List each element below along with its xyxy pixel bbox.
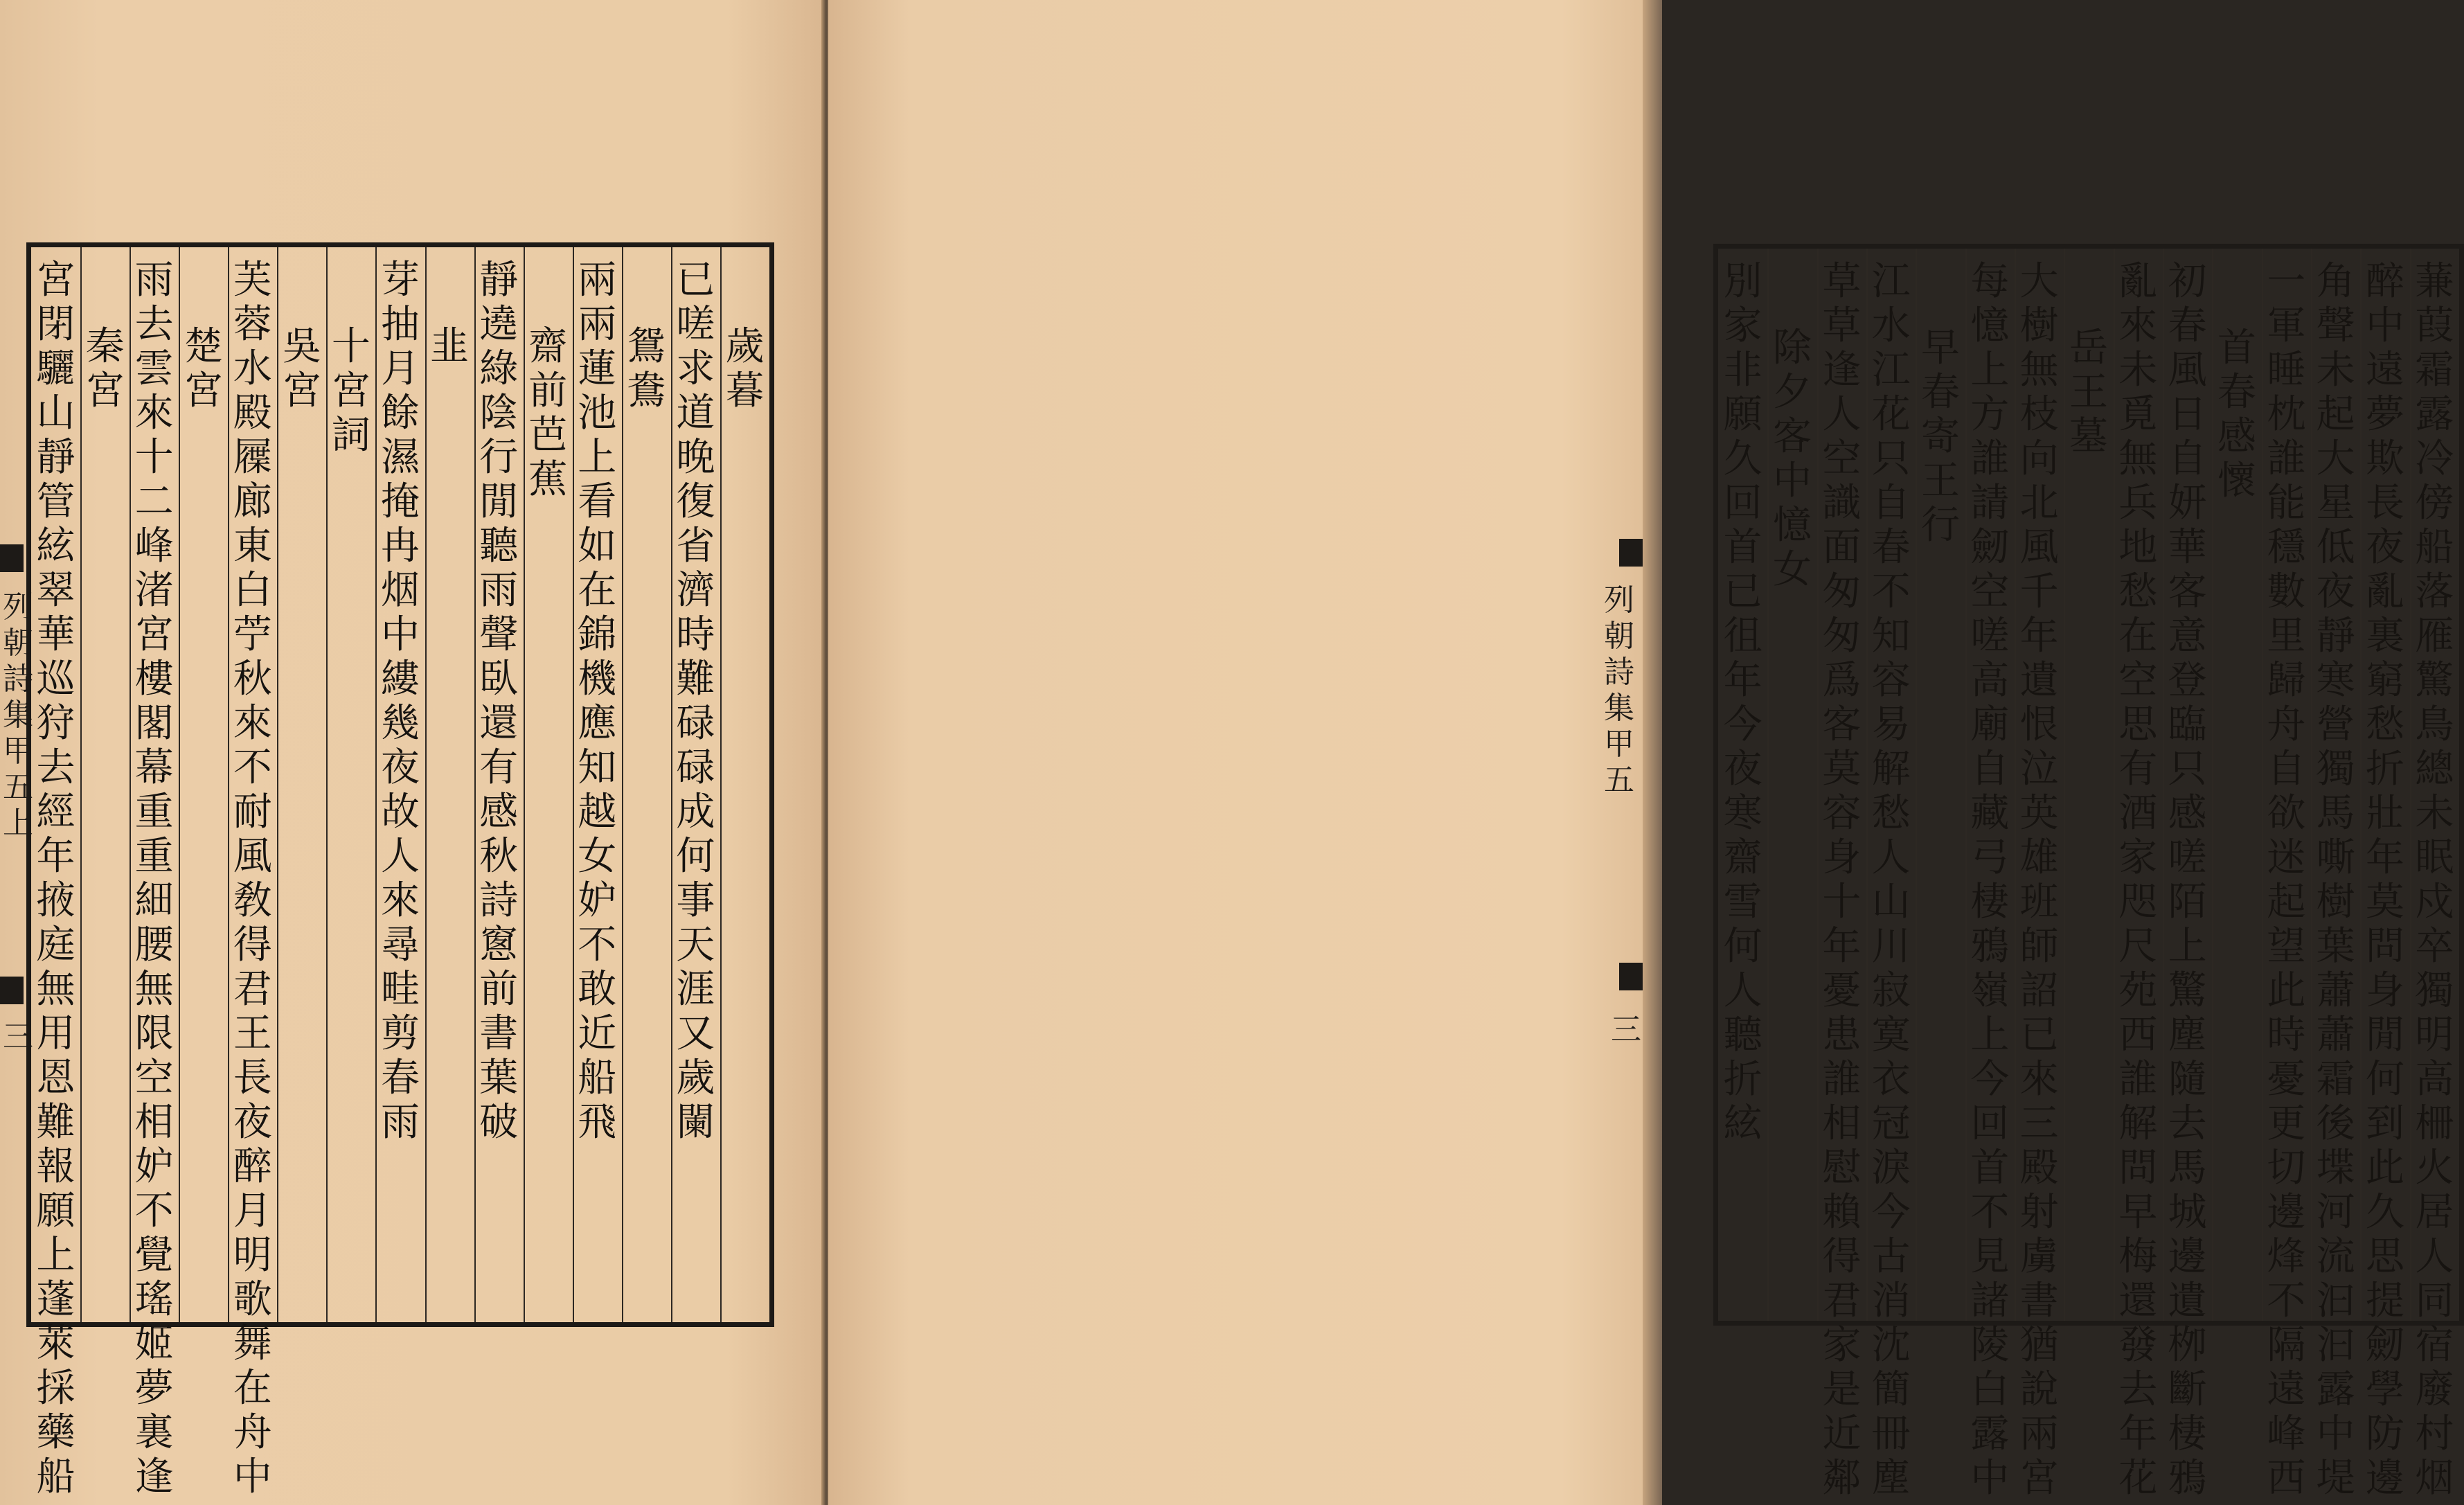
column-rule: [2114, 249, 2115, 1321]
right-page-text-column: 江 水 江 花 只 自 春 不 知 容 易 解 愁 人 山 川 寂 寞 衣 冠 淚 今 古 消 沈 簡 冊 塵: [1871, 259, 1911, 1501]
left-page-text-column: 已 嗟 求 道 晚 復 省 濟 時 難 碌 碌 成 何 事 天 涯 又 歲 闌: [676, 258, 715, 1145]
left-page-heading-column: 鴛 鴦: [627, 324, 666, 413]
column-rule: [2311, 249, 2312, 1321]
right-page-text-column: 醉 中 遠 夢 欺 長 夜 亂 裏 窮 愁 折 壯 年 莫 問 身 閒 何 到 此 久 思 提 劒 學 防 邊: [2365, 259, 2404, 1501]
right-page-heading-column: 首 春 感 懷: [2217, 326, 2256, 504]
left-page-heading-column: 吳 宮: [282, 324, 321, 413]
column-rule: [277, 247, 278, 1322]
column-rule: [2064, 249, 2065, 1321]
left-page-heading-column: 歲 暮: [725, 324, 765, 413]
left-page-heading-column: 齋 前 芭 蕉: [528, 324, 568, 502]
left-page-text-column: 宮 閉 驪 山 靜 管 絃 翠 華 巡 狩 去 經 年 掖 庭 無 用 恩 難 報 願 上 蓬 萊 採 藥 船: [36, 258, 75, 1499]
column-rule: [2410, 249, 2411, 1321]
right-margin-folio: 三: [1611, 1012, 1641, 1047]
right-page-text-column: 角 聲 未 起 大 星 低 夜 靜 寒 營 獨 馬 嘶 樹 葉 蕭 蕭 霜 後 堞 河 流 汩 汩 露 中 堤: [2316, 259, 2355, 1501]
left-page-text-column: 雨 去 雲 來 十 二 峰 渚 宮 樓 閣 幕 重 重 細 腰 無 限 空 相 妒 不 覺 瑤 姬 夢 裏 逢: [134, 258, 174, 1499]
right-page-text-column: 一 軍 睡 枕 誰 能 穩 數 里 歸 舟 自 欲 迷 起 望 此 時 憂 更 切 邊 烽 不 隔 遠 峰 西: [2267, 259, 2306, 1501]
column-rule: [425, 247, 427, 1322]
right-leaf: [828, 0, 2454, 1505]
column-rule: [326, 247, 328, 1322]
column-rule: [1866, 249, 1868, 1321]
left-margin-folio: 三: [3, 1019, 33, 1054]
left-page-heading-column: 十 宮 詞: [331, 324, 371, 458]
right-page-text-column: 別 家 非 願 久 回 首 已 徂 年 今 夜 寒 齋 雪 何 人 聽 折 絃: [1723, 259, 1762, 1146]
right-page-text-column: 每 憶 上 方 誰 請 劒 空 嗟 高 廟 自 藏 弓 棲 鴉 嶺 上 今 回 首 不 見 諸 陵 白 露 中: [1970, 259, 2010, 1501]
column-rule: [2015, 249, 2016, 1321]
left-page-text-column: 靜 遶 綠 陰 行 閒 聽 雨 聲 臥 還 有 感 秋 詩 窻 前 書 葉 破: [479, 258, 519, 1145]
column-rule: [2212, 249, 2213, 1321]
right-page-text-column: 蒹 葭 霜 露 冷 傍 船 落 雁 驚 鳥 總 未 眠 戍 卒 獨 明 高 柵 火 居 人 同 宿 廢 村 烟: [2415, 259, 2454, 1501]
column-rule: [1767, 249, 1769, 1321]
column-rule: [1965, 249, 1967, 1321]
right-page-text-column: 大 樹 無 枝 向 北 風 千 年 遺 恨 泣 英 雄 班 師 詔 已 來 三 殿 射 虜 書 猶 說 兩 宮: [2019, 259, 2059, 1501]
column-rule: [130, 247, 131, 1322]
right-margin-title: 列 朝 詩 集 甲 五: [1604, 582, 1634, 798]
fishtail-mark-right-bottom: [1619, 963, 1643, 990]
column-rule: [2163, 249, 2164, 1321]
column-rule: [80, 247, 82, 1322]
column-rule: [1817, 249, 1819, 1321]
left-page-heading-column: 秦 宮: [85, 324, 125, 413]
right-page-text-column: 初 春 風 日 自 妍 華 客 意 登 臨 只 感 嗟 陌 上 驚 塵 隨 去 馬 城 邊 遺 栁 斷 棲 鴉: [2168, 259, 2207, 1501]
right-page-text-column: 草 草 逢 人 空 識 面 匆 匆 爲 客 莫 容 身 十 年 憂 患 誰 相 慰 賴 得 君 家 是 近 鄰: [1822, 259, 1862, 1501]
column-rule: [1916, 249, 1917, 1321]
column-rule: [179, 247, 180, 1322]
left-page-heading-column: 楚 宮: [184, 324, 223, 413]
right-page-frame: [1713, 244, 2464, 1501]
right-page-heading-column: 除 夕 客 中 憶 女: [1772, 326, 1812, 592]
fishtail-mark-top: [0, 544, 24, 572]
left-page-frame: [26, 242, 774, 1499]
left-margin-title: 列 朝 詩 集 甲 五 上: [3, 589, 33, 841]
fishtail-mark-bottom: [0, 977, 24, 1004]
column-rule: [474, 247, 476, 1322]
left-page-text-column: 兩 兩 蓮 池 上 看 如 在 錦 機 應 知 越 女 妒 不 敢 近 船 飛: [578, 258, 617, 1145]
left-page-text-column: 芙 蓉 水 殿 屧 廊 東 白 苧 秋 來 不 耐 風 敎 得 君 王 長 夜 醉 月 明 歌 舞 在 舟 中: [233, 258, 272, 1499]
column-rule: [524, 247, 525, 1322]
column-rule: [375, 247, 377, 1322]
left-leaf: [0, 0, 825, 1505]
left-page-heading-column: 韭: [430, 324, 470, 369]
column-rule: [573, 247, 574, 1322]
column-rule: [720, 247, 722, 1322]
left-page-text-column: 芽 抽 月 餘 濕 掩 冉 烟 中 縷 幾 夜 故 人 來 尋 畦 剪 春 雨: [380, 258, 420, 1145]
column-rule: [2262, 249, 2263, 1321]
column-rule: [228, 247, 229, 1322]
page-edge: [1643, 0, 1662, 1505]
column-rule: [2360, 249, 2362, 1321]
column-rule: [671, 247, 672, 1322]
right-page-text-column: 亂 來 未 覓 無 兵 地 愁 在 空 思 有 酒 家 咫 尺 苑 西 誰 解 問 早 梅 還 發 去 年 花: [2118, 259, 2158, 1501]
fishtail-mark-right-top: [1619, 539, 1643, 567]
column-rule: [622, 247, 623, 1322]
right-page-heading-column: 早 春 寄 王 行: [1920, 326, 1960, 548]
right-page-heading-column: 岳 王 墓: [2069, 326, 2108, 459]
